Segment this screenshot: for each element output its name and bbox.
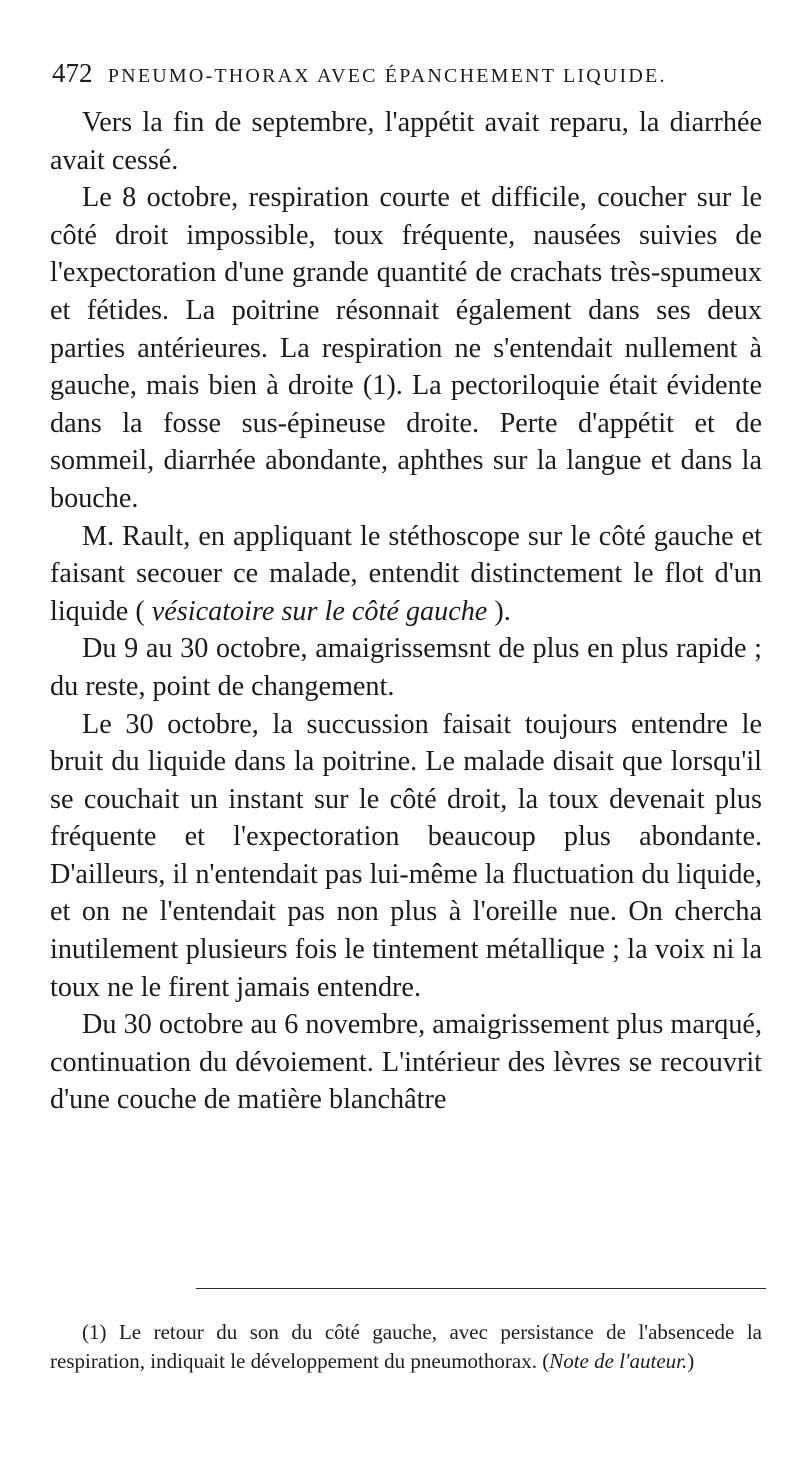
paragraph: Le 8 octobre, respiration courte et difficile, coucher sur le côté droit impossible, toux fréquente, nausées suivies de l'expectoration d'une grande quantité de crachats très-spumeux et fétides. La poitrine résonnait également dans ses deux parties antérieures. La respiration ne s'entendait nullement à gauche, mais bien à droite (1). La pectoriloquie était évidente dans la fosse sus-épineuse droite. Perte d'appétit et de sommeil, diarrhée abondante, aphthes sur la langue et dans la bouche.: [50, 182, 762, 514]
paragraph: Le 30 octobre, la succussion faisait toujours entendre le bruit du liquide dans la poitrine. Le malade disait que lorsqu'il se couchait un instant sur le côté droit, la toux devenait plus fréquente et l'expectoration beaucoup plus abondante. D'ailleurs, il n'entendait pas lui-même la fluctuation du liquide, et on ne l'entendait pas non plus à l'oreille nue. On chercha inutilement plusieurs fois le tintement métallique ; la voix ni la toux ne le firent jamais entendre.: [50, 708, 762, 1003]
footnote: [50, 1318, 762, 1376]
paragraph-text: M. Rault, en appliquant le stéthoscope sur le côté gauche et faisant secouer ce malade, entendit distinctement le flot d'un liquide (: [50, 520, 762, 627]
footnote-text: (1) Le retour du son du côté gauche, avec persistance de l'absencede la respiration, indiquait le développement du pneumothorax.: [50, 1320, 762, 1373]
footnote-author-note: Note de l'auteur.: [549, 1349, 688, 1373]
footnote-note-close: ): [687, 1349, 695, 1373]
running-header: [52, 58, 752, 89]
footnote-note-open: (: [542, 1349, 550, 1373]
paragraph: Du 9 au 30 octobre, amaigrissemsnt de plus en plus rapide ; du reste, point de changement.: [50, 633, 762, 702]
running-title: PNEUMO-THORAX AVEC ÉPANCHEMENT LIQUIDE.: [107, 65, 667, 87]
page-number: 472: [52, 58, 93, 88]
italic-remark: vésicatoire sur le côté gauche: [151, 595, 488, 627]
main-text: [50, 104, 762, 1119]
footnote-divider: [196, 1288, 766, 1289]
paragraph: Vers la fin de septembre, l'appétit avait reparu, la diarrhée avait cessé.: [50, 107, 762, 176]
paragraph-text-end: ).: [494, 595, 511, 627]
footnote-paragraph: [50, 1318, 762, 1376]
paragraph: Du 30 octobre au 6 novembre, amaigrissement plus marqué, continuation du dévoiement. L'intérieur des lèvres se recouvrit d'une couche de matière blanchâtre: [50, 1009, 762, 1116]
paragraph: [50, 518, 762, 631]
